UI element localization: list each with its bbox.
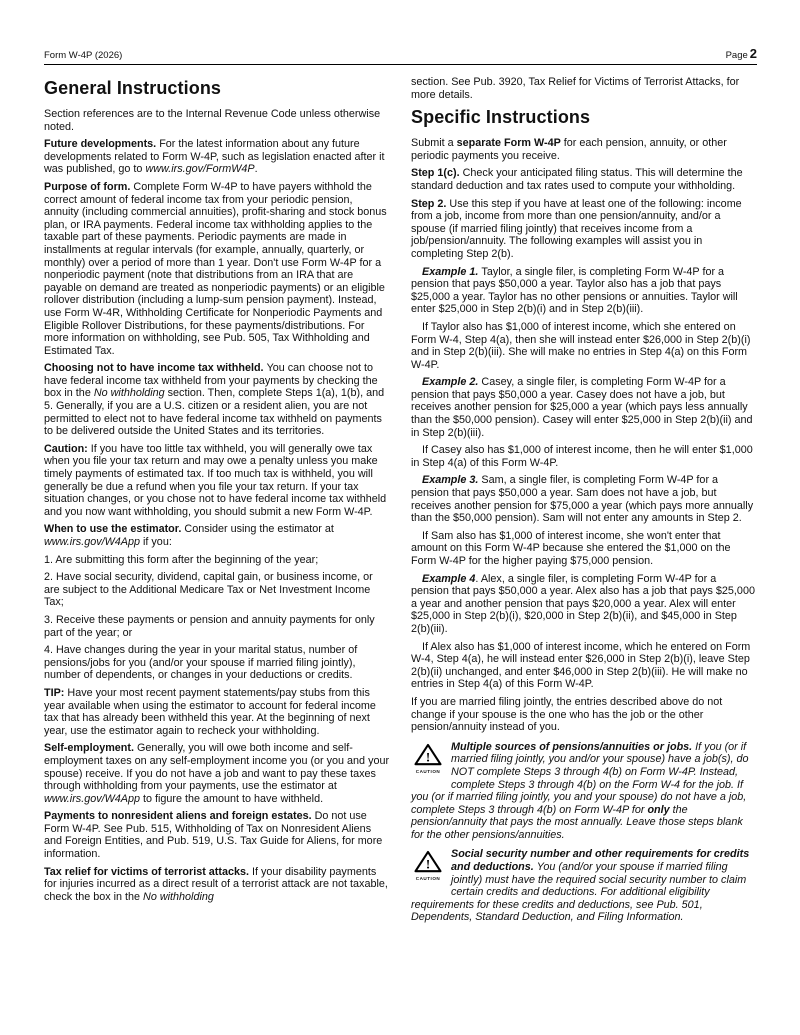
text-run: section. See Pub. 3920, Tax Relief for Victims of Terrorist Attacks, for more details. bbox=[411, 76, 740, 101]
text-run: for each pension, annuity, or other periodic payments you receive. bbox=[411, 137, 727, 162]
text-run: You (and/or your spouse if married filing jointly) must have the required social security number to claim certain credits and deductions. For additional eligibility requirements for these credits and deductions, see Pub. 501, Dependents, Standard Deduction, and Filing Information. bbox=[411, 861, 747, 924]
text-run: Taylor, a single filer, is completing Form W-4P for a pension that pays $50,000 a year. Taylor also has a job that pays $25,000 a year. Taylor has no other pensions or annuities. Taylor will enter $25,000 in Step 2(b)(i) and in Step 2(b)(iii). bbox=[411, 265, 738, 316]
example-2-paragraph bbox=[411, 376, 757, 439]
example-2-continued-paragraph bbox=[411, 444, 757, 469]
page-word: Page bbox=[725, 50, 748, 61]
text-run: Do not use Form W-4P. See Pub. 515, Withholding of Tax on Nonresident Aliens and Foreign Entities, and Pub. 519, U.S. Tax Guide for Aliens, for more information. bbox=[44, 810, 383, 861]
text-run: TIP: bbox=[44, 686, 68, 699]
estimator-list-item-3 bbox=[44, 614, 390, 639]
text-run: No withholding bbox=[143, 890, 214, 903]
text-run: Future developments. bbox=[44, 138, 160, 151]
text-run: Payments to nonresident aliens and foreign estates. bbox=[44, 810, 315, 823]
text-run: If you are married filing jointly, the entries described above do not change if your spouse is the one who has the job or the other pension/annuity instead of you. bbox=[411, 695, 723, 734]
multiple-sources-caution bbox=[411, 741, 757, 842]
text-run: separate Form W-4P bbox=[456, 137, 561, 150]
text-run: Self-employment. bbox=[44, 742, 137, 755]
tip-paragraph bbox=[44, 687, 390, 737]
caution-note-paragraph bbox=[44, 443, 390, 519]
text-run: Example 2. bbox=[422, 376, 482, 389]
example-1-paragraph bbox=[411, 266, 757, 316]
text-run: Caution: bbox=[44, 442, 91, 455]
example-1-continued-paragraph bbox=[411, 321, 757, 371]
page-number bbox=[726, 46, 757, 61]
page-header bbox=[44, 46, 757, 65]
irs-w4app-link: www.irs.gov/W4App bbox=[44, 536, 141, 548]
text-run: to figure the amount to have withheld. bbox=[140, 792, 324, 805]
estimator-list-item-1 bbox=[44, 554, 390, 567]
tax-relief-paragraph bbox=[44, 866, 390, 904]
text-run: Social security number and other requirements for credits and deductions. bbox=[451, 848, 750, 874]
two-column-body bbox=[44, 72, 757, 929]
tax-relief-continued-paragraph bbox=[411, 76, 757, 101]
text-run: 2. Have social security, dividend, capital gain, or business income, or are subject to the Additional Medicare Tax or Net Investment Income Tax; bbox=[44, 571, 373, 609]
self-employment-paragraph bbox=[44, 742, 390, 805]
caution-icon bbox=[411, 850, 445, 886]
right-column bbox=[411, 72, 757, 929]
example-3-continued-paragraph bbox=[411, 530, 757, 568]
text-run: No withholding bbox=[93, 387, 165, 400]
text-run: Generally, you will owe both income and self-employment taxes on any self-employment income you (or you and your spouse) receive. If you do not have a job and want to pay these taxes through withholding from your payments, use the estimator at bbox=[44, 742, 390, 793]
text-run: . bbox=[254, 163, 258, 176]
specific-instructions-heading: Specific Instructions bbox=[411, 107, 591, 128]
caution-icon bbox=[411, 743, 445, 779]
text-run: Sam, a single filer, is completing Form W-4P for a pension that pays $50,000 a year. Sam does not have a job, but receives another pension for $75,000 a year (which pays more annually than the $50,000 pension). Sam will not enter any amounts in Step 2. bbox=[411, 474, 754, 525]
page-number-value: 2 bbox=[749, 46, 757, 61]
when-to-use-estimator-paragraph bbox=[44, 523, 390, 548]
text-run: If Alex also has $1,000 of interest income, which he entered on Form W-4, Step 4(a), he will instead enter $26,000 in Step 2(b)(i), leave Step 2(b)(ii) unchanged, and enter $46,000 in Step 2(b)(iii). He will make no entries in Step 4(a) of this Form W-4P. bbox=[411, 640, 751, 691]
text-run: You can choose not to have federal income tax withheld from your payments by checking the box in the bbox=[44, 362, 378, 400]
general-instructions-heading: General Instructions bbox=[44, 78, 222, 98]
choosing-no-withholding-paragraph bbox=[44, 362, 390, 438]
caution-triangle-icon bbox=[414, 850, 442, 873]
text-run: If you (or if married filing jointly, you and/or your spouse) have a job(s), do NOT complete Steps 3 through 4(b) on Form W-4P. Instead, complete Steps 3 through 4(b) on the Form W-4 for the job. If you (or if married filing jointly, you and your spouse) do not have a job, complete Steps 3 through 4(b) on Form W-4P for bbox=[411, 740, 749, 816]
caution-icon-label: CAUTION bbox=[415, 768, 441, 774]
text-run: Complete Form W-4P to have payers withhold the correct amount of federal income tax from your periodic pension, annuity (including commercial annuities), profit-sharing and stock bonus plan, or IRA payments. Federal income tax withholding applies to the taxable part of these payments. Periodic payments are made in installments at regular intervals (for example, annually, quarterly, or monthly) over a period of more than 1 year. Don't use Form W-4P for a nonperiodic payment (note that distributions from an IRA that are payable on demand are treated as nonperiodic payments) or an eligible rollover distribution (including a lump-sum pension payment). Instead, use Form W-4R, Withholding Certificate for Nonperiodic Payments and Eligible Rollover Distributions, for these payments/distributions. For more information on withholding, see Pub. 505, Tax Withholding and Estimated Tax. bbox=[44, 180, 387, 357]
text-run: Check your anticipated filing status. This will determine the standard deduction and tax rates used to compute your withholding. bbox=[411, 167, 743, 192]
text-run: Submit a bbox=[411, 137, 457, 150]
text-run: Casey, a single filer, is completing Form W-4P for a pension that pays $50,000 a year. Casey does not have a job, but receives another pension for $25,000 a year (which pays less annually than the $50,000 pension). Casey will enter $25,000 in Step 2(b)(ii) and in Step 2(b)(iii). bbox=[411, 376, 753, 439]
nonresident-aliens-paragraph bbox=[44, 810, 390, 860]
example-4-continued-paragraph bbox=[411, 641, 757, 691]
text-run: Purpose of form. bbox=[44, 180, 134, 193]
text-run: . Alex, a single filer, is completing Form W-4P for a pension that pays $50,000 a year. Alex also has a job that pays $25,000 a year and another pension that pays $20,000 a year. Alex will enter $25,000 in Step 2(b)(i), $20,000 in Step 2(b)(ii), and $45,000 in Step 2(b)(iii). bbox=[411, 572, 755, 635]
text-run: 3. Receive these payments or pension and annuity payments for only part of the year; or bbox=[44, 613, 375, 639]
text-run: If your disability payments for injuries incurred as a direct result of a terrorist attack are not taxable, check the box in the bbox=[44, 865, 388, 903]
form-id: Form W-4P (2026) bbox=[44, 50, 123, 61]
step-2-paragraph bbox=[411, 198, 757, 261]
example-4-paragraph bbox=[411, 573, 757, 636]
left-column bbox=[44, 72, 390, 929]
ssn-requirements-caution bbox=[411, 848, 757, 924]
text-run: Have your most recent payment statements/pay stubs from this year available when using the estimator to account for federal income tax that has already been withheld this year. At the beginning of next year, use the estimator again to recheck your withholding. bbox=[44, 686, 376, 737]
future-developments-paragraph bbox=[44, 138, 390, 176]
text-run: When to use the estimator. bbox=[44, 523, 185, 536]
svg-text:!: ! bbox=[425, 749, 431, 765]
text-run: Example 4 bbox=[422, 572, 476, 585]
text-run: Use this step if you have at least one of the following: income from a job, income from more than one pension/annuity, and/or a spouse (if married filing jointly) that receives income from a job/pension/annuity. The following examples will assist you in completing Step 2(b). bbox=[411, 197, 742, 260]
section-references-paragraph bbox=[44, 108, 390, 133]
text-run: If Taylor also has $1,000 of interest income, which she entered on Form W-4, Step 4(a), then she will instead enter $26,000 in Step 2(b)(i) and in Step 2(b)(iii). She will make no entries in Step 4(a) on this Form W-4P. bbox=[411, 320, 751, 371]
irs-formw4p-link: www.irs.gov/FormW4P bbox=[145, 163, 255, 176]
irs-w4app-link: www.irs.gov/W4App bbox=[44, 792, 141, 805]
text-run: Consider using the estimator at bbox=[184, 523, 334, 536]
step-1c-paragraph bbox=[411, 167, 757, 192]
text-run: 4. Have changes during the year in your marital status, number of pensions/jobs for you (and/or your spouse if married filing jointly), number of dependents, or changes in your deductions or credits. bbox=[44, 644, 358, 682]
caution-triangle-icon bbox=[414, 743, 442, 766]
text-run: Step 2. bbox=[411, 197, 450, 210]
text-run: If Casey also has $1,000 of interest income, then he will enter $1,000 in Step 4(a) of this Form W-4P. bbox=[411, 444, 753, 469]
purpose-of-form-paragraph bbox=[44, 181, 390, 357]
text-run: Example 1. bbox=[422, 265, 482, 278]
estimator-list-item-2 bbox=[44, 571, 390, 609]
example-3-paragraph bbox=[411, 474, 757, 524]
text-run: only bbox=[647, 803, 670, 816]
estimator-list-item-4 bbox=[44, 644, 390, 682]
text-run: Example 3. bbox=[422, 474, 482, 487]
caution-icon-label: CAUTION bbox=[415, 876, 441, 882]
text-run: Section references are to the Internal Revenue Code unless otherwise noted. bbox=[44, 108, 381, 133]
married-filing-jointly-note-paragraph bbox=[411, 696, 757, 734]
submit-separate-form-paragraph bbox=[411, 137, 757, 162]
text-run: Step 1(c). bbox=[411, 167, 463, 180]
svg-text:!: ! bbox=[425, 856, 431, 872]
text-run: If you have too little tax withheld, you will generally owe tax when you file your tax return and may owe a penalty unless you make timely payments of estimated tax. If too much tax is withheld, you will generally be due a refund when you file your tax return. If your tax situation changes, or you chose not to have federal income tax withheld and you now want withholding, you should submit a new Form W-4P. bbox=[44, 442, 387, 518]
text-run: the pension/annuity that pays the most annually. Leave those steps blank for the other pensions/annuities. bbox=[411, 803, 743, 841]
text-run: Tax relief for victims of terrorist attacks. bbox=[44, 865, 253, 878]
text-run: 1. Are submitting this form after the beginning of the year; bbox=[44, 553, 319, 566]
text-run: if you: bbox=[140, 536, 172, 548]
text-run: For the latest information about any future developments related to Form W-4P, such as legislation enacted after it was published, go to bbox=[44, 138, 385, 176]
text-run: Choosing not to have income tax withheld. bbox=[44, 362, 267, 375]
text-run: section. Then, complete Steps 1(a), 1(b), and 5. Generally, if you are a U.S. citizen or a resident alien, you are not permitted to elect not to have federal income tax withheld on payments to be delivered outside the United States and its territories. bbox=[44, 387, 385, 438]
text-run: If Sam also has $1,000 of interest income, she won't enter that amount on this Form W-4P because she entered the $1,000 on the Form W-4P for the higher paying $75,000 pension. bbox=[411, 529, 731, 567]
text-run: Multiple sources of pensions/annuities or jobs. bbox=[451, 740, 696, 753]
